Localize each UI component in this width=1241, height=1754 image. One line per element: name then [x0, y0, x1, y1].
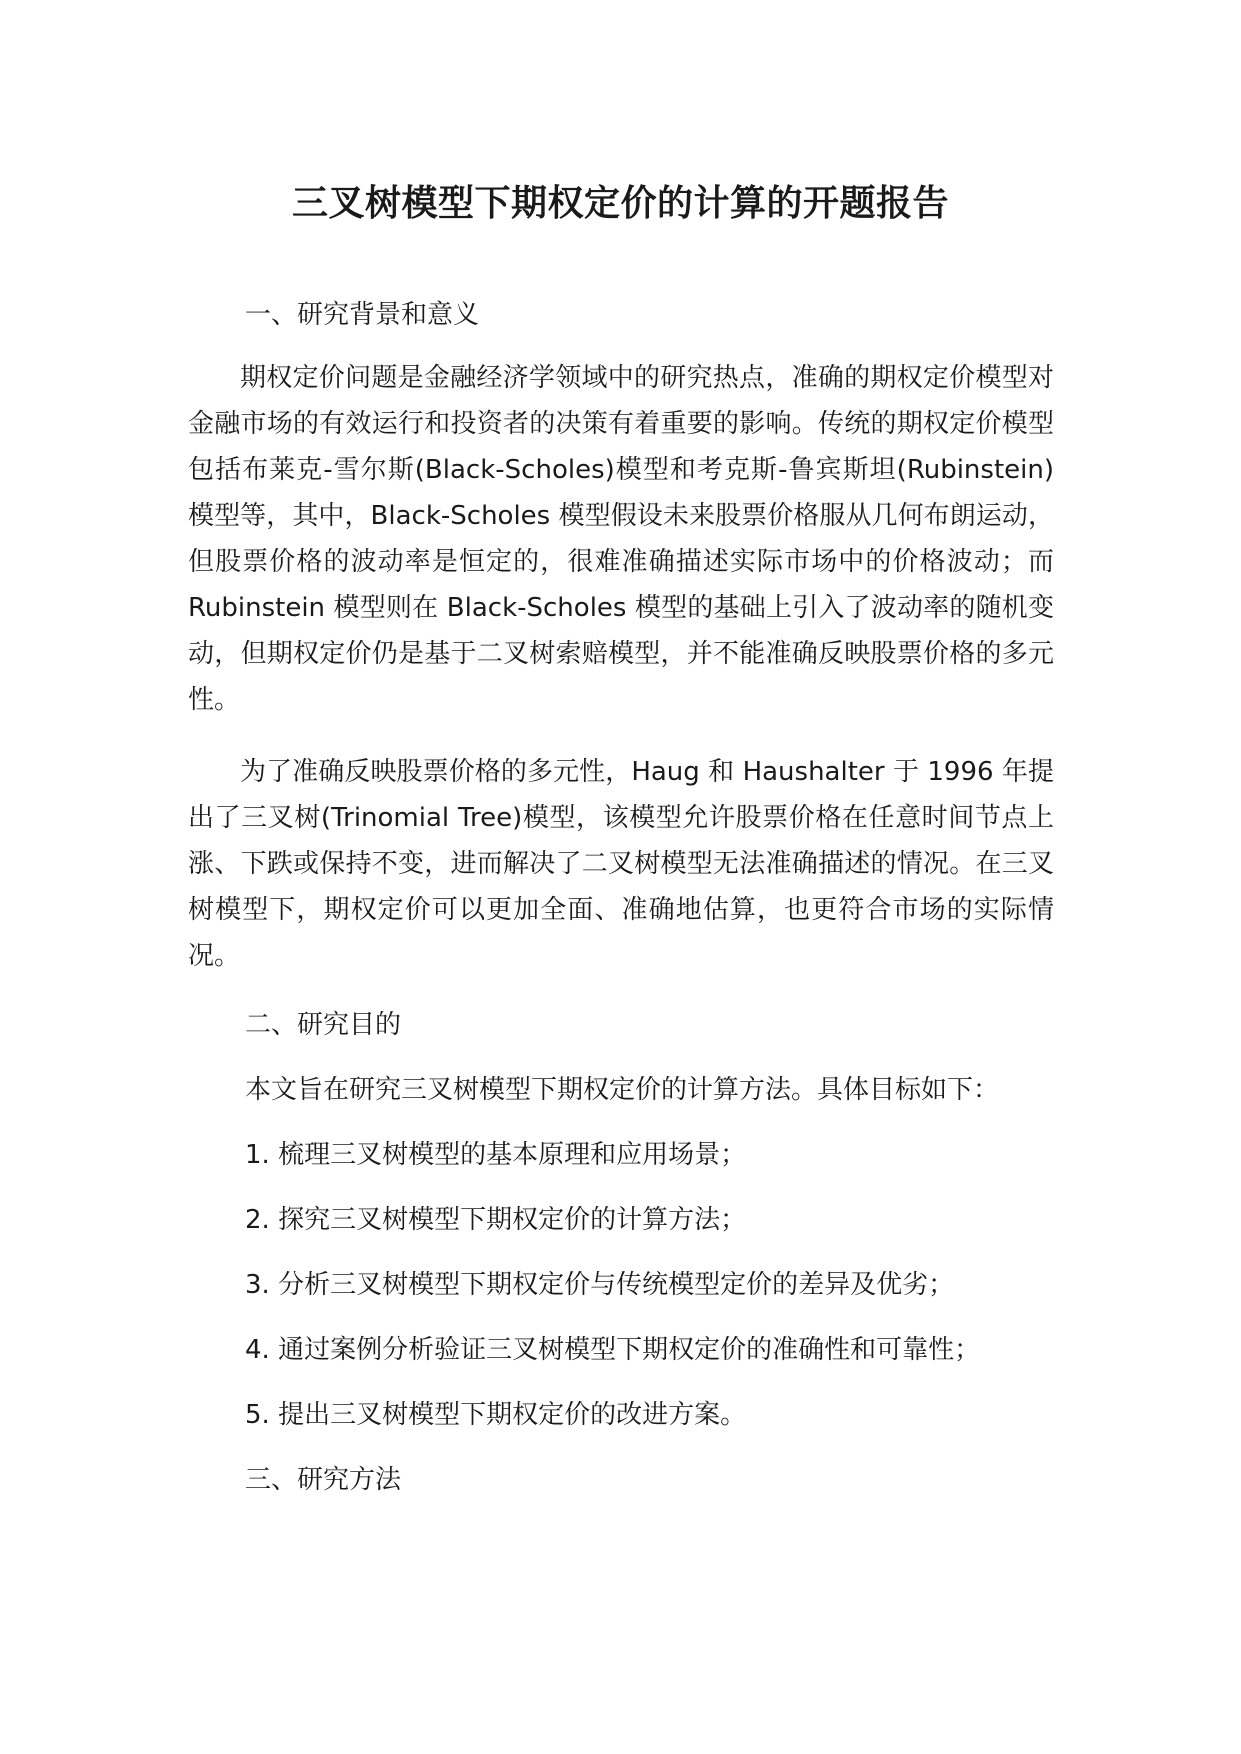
objective-item [188, 1262, 1054, 1308]
objective-item-text: 2. 探究三叉树模型下期权定价的计算方法； [245, 1205, 747, 1235]
section-heading-background [188, 292, 1054, 338]
objective-item-text: 3. 分析三叉树模型下期权定价与传统模型定价的差异及优劣； [245, 1270, 955, 1300]
paragraph-text: 期权定价问题是金融经济学领域中的研究热点，准确的期权定价模型对金融市场的有效运行和投资者的决策有着重要的影响。传统的期权定价模型包括布莱克-雪尔斯(Black-Scholes)模型和考克斯-鲁宾斯坦(Rubinstein)模型等，其中，Black-Scholes 模型假设未来股票价格服从几何布朗运动，但股票价格的波动率是恒定的，很难准确描述实际市场中的价格波动；而 Rubinstein 模型则在 Black-Scholes 模型的基础上引入了波动率的随机变动，但期权定价仍是基于二叉树索赔模型，并不能准确反映股票价格的多元性。 [188, 363, 1054, 715]
section-heading-objectives [188, 1002, 1054, 1048]
objective-item [188, 1132, 1054, 1178]
document-title: 三叉树模型下期权定价的计算的开题报告 [291, 183, 949, 224]
section-heading-methods [188, 1457, 1054, 1503]
section-heading-text: 一、研究背景和意义 [245, 300, 480, 330]
background-paragraph-1 [188, 355, 1054, 723]
objective-item [188, 1392, 1054, 1438]
objective-item [188, 1327, 1054, 1373]
objective-item-text: 4. 通过案例分析验证三叉树模型下期权定价的准确性和可靠性； [245, 1335, 981, 1365]
objectives-intro [188, 1067, 1054, 1113]
background-paragraph-2 [188, 749, 1054, 979]
objective-item [188, 1197, 1054, 1243]
section-heading-text: 三、研究方法 [245, 1465, 402, 1495]
paragraph-text: 为了准确反映股票价格的多元性，Haug 和 Haushalter 于 1996 年提出了三叉树(Trinomial Tree)模型，该模型允许股票价格在任意时间节点上涨、下跌或保持不变，进而解决了二叉树模型无法准确描述的情况。在三叉树模型下，期权定价可以更加全面、准确地估算，也更符合市场的实际情况。 [188, 757, 1054, 971]
objective-item-text: 5. 提出三叉树模型下期权定价的改进方案。 [245, 1400, 747, 1430]
objectives-intro-text: 本文旨在研究三叉树模型下期权定价的计算方法。具体目标如下： [245, 1075, 1000, 1105]
section-heading-text: 二、研究目的 [245, 1010, 402, 1040]
objective-item-text: 1. 梳理三叉树模型的基本原理和应用场景； [245, 1140, 747, 1170]
